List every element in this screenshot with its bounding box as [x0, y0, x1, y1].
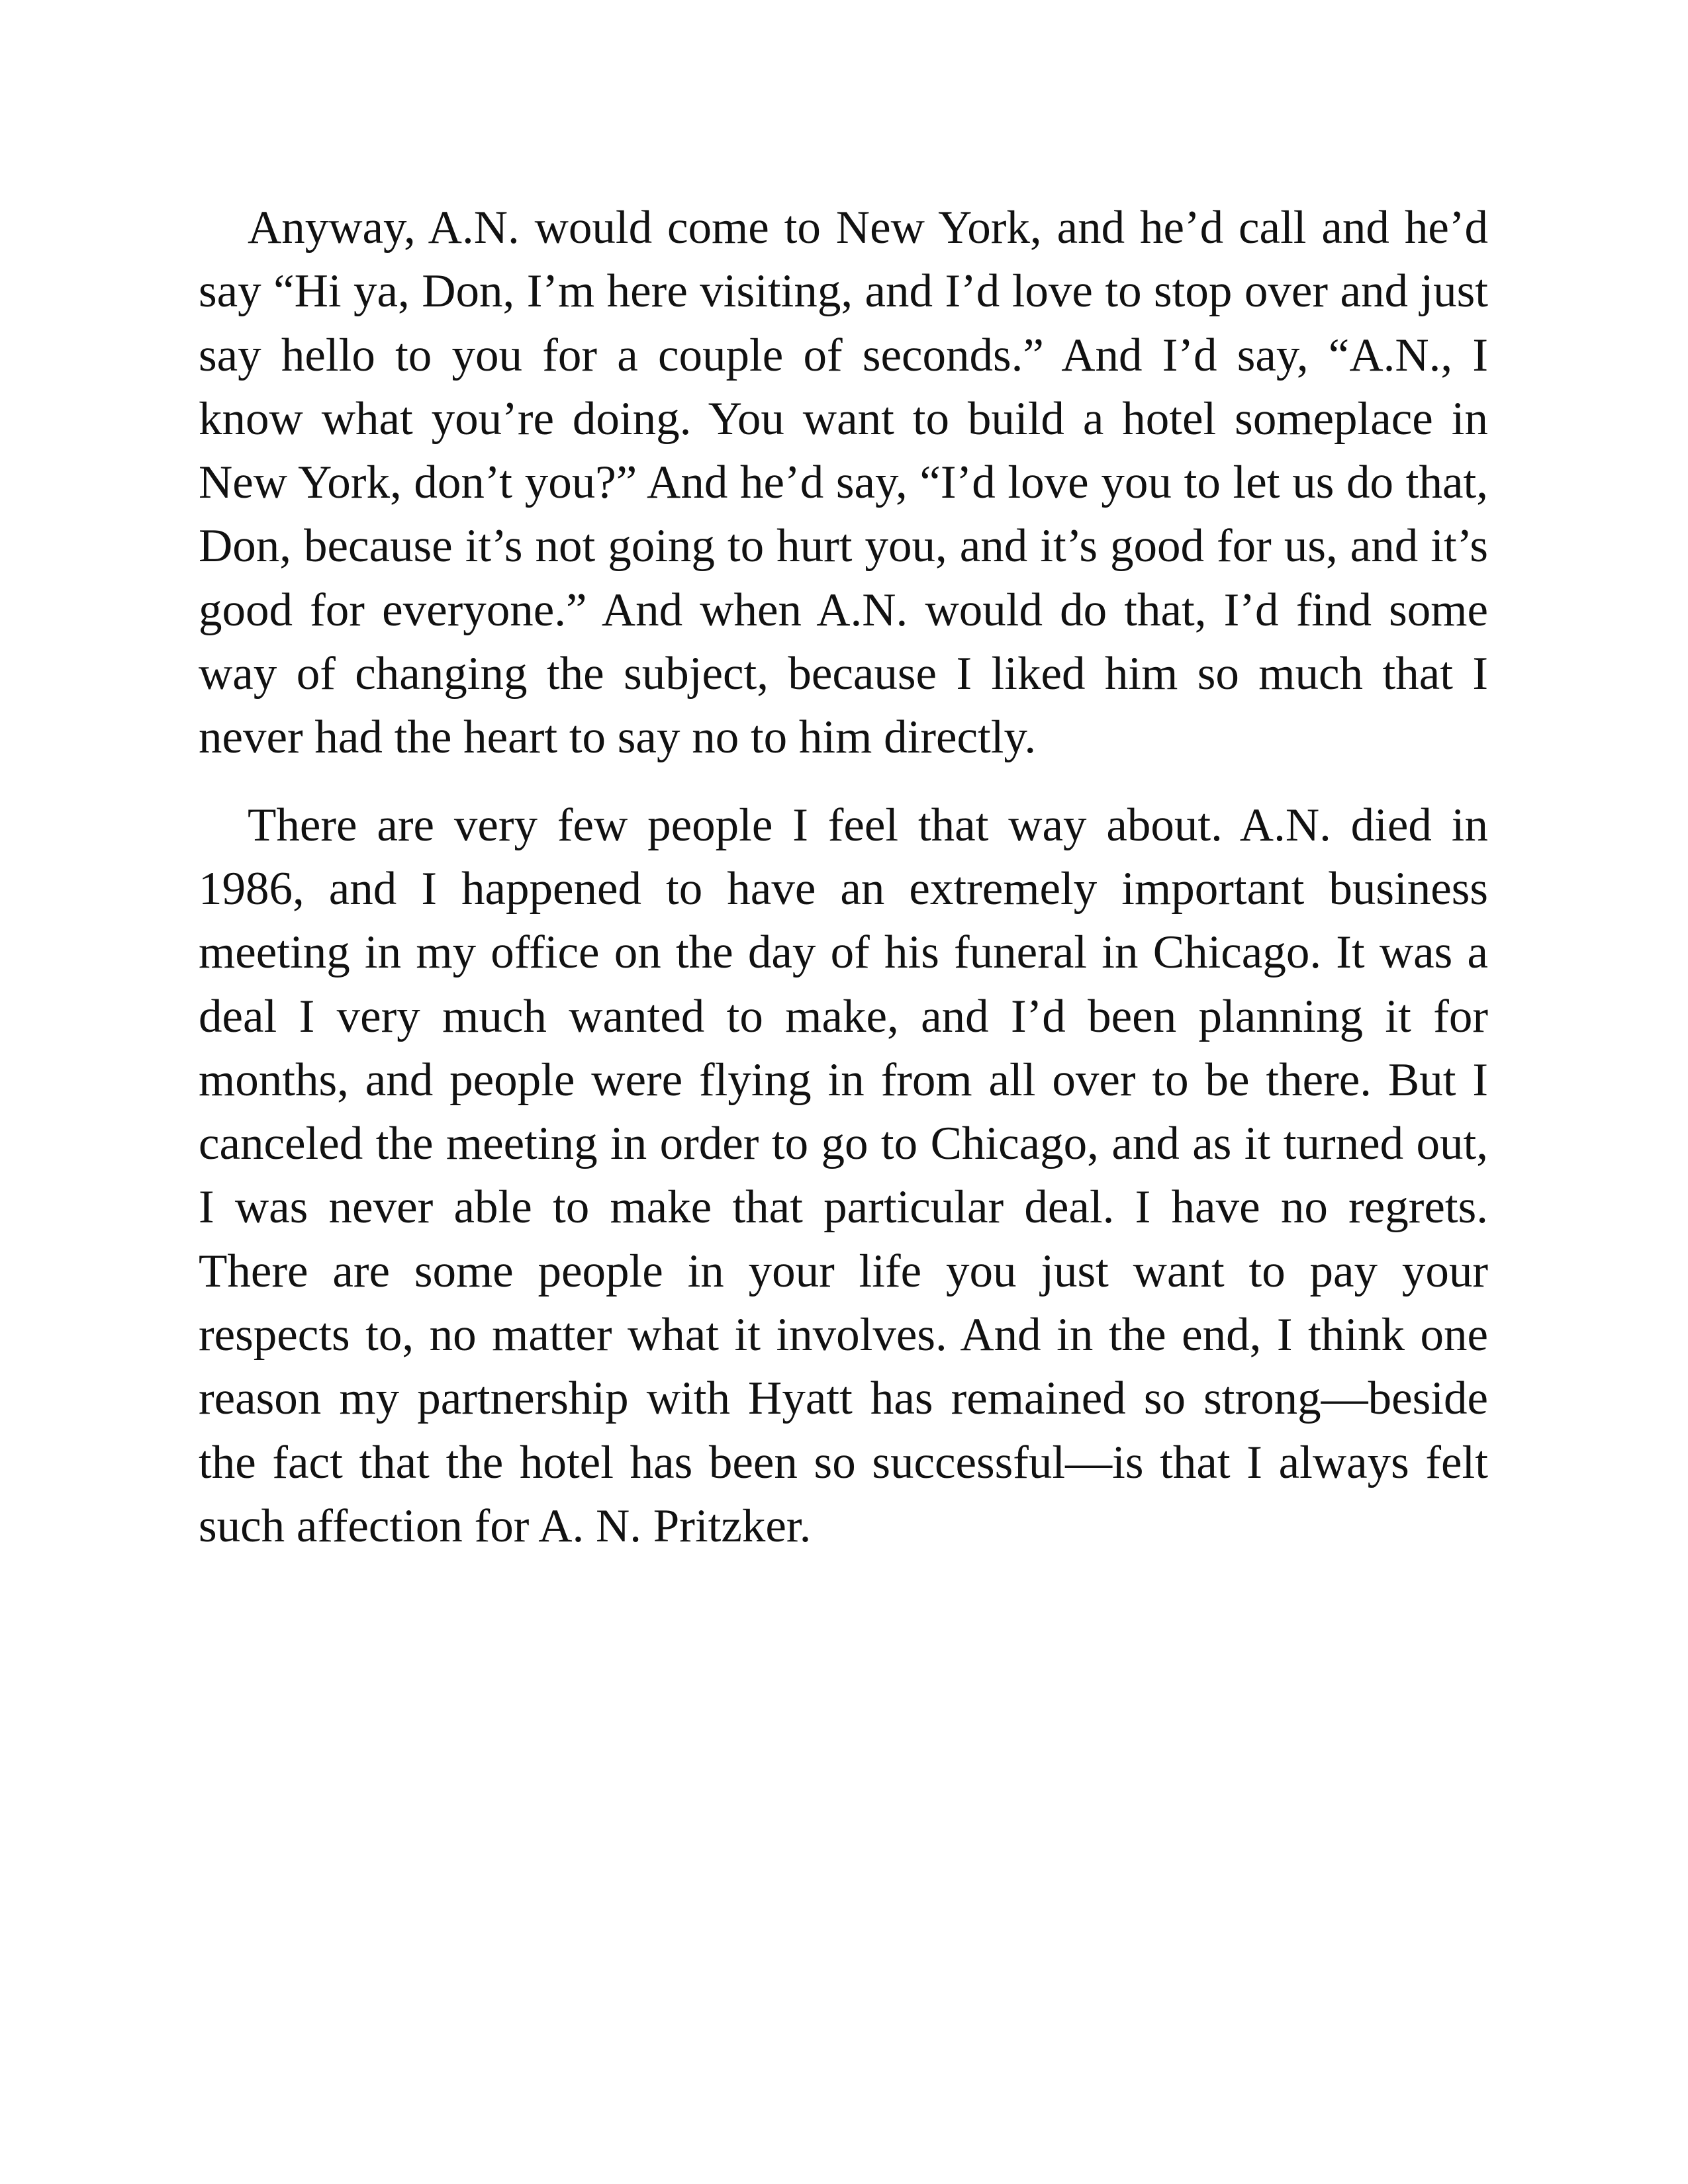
body-text [199, 196, 1488, 1558]
paragraph-2: There are very few people I feel that way about. A.N. died in 1986, and I happened to have an extremely important business meeting in my office on the day of his funeral in Chicago. It was a deal I very much wanted to make, and I’d been planning it for months, and people were flying in from all over to be there. But I canceled the meeting in order to go to Chicago, and as it turned out, I was never able to make that particular deal. I have no regrets. There are some people in your life you just want to pay your respects to, no matter what it involves. And in the end, I think one reason my partnership with Hyatt has remained so strong—beside the fact that the hotel has been so successful—is that I always felt such affection for A. N. Pritzker. [199, 799, 1488, 1552]
paragraph-1: Anyway, A.N. would come to New York, and he’d call and he’d say “Hi ya, Don, I’m here visiting, and I’d love to stop over and just say hello to you for a couple of seconds.” And I’d say, “A.N., I know what you’re doing. You want to build a hotel someplace in New York, don’t you?” And he’d say, “I’d love you to let us do that, Don, because it’s not going to hurt you, and it’s good for us, and it’s good for everyone.” And when A.N. would do that, I’d find some way of changing the subject, because I liked him so much that I never had the heart to say no to him directly. [199, 202, 1488, 764]
